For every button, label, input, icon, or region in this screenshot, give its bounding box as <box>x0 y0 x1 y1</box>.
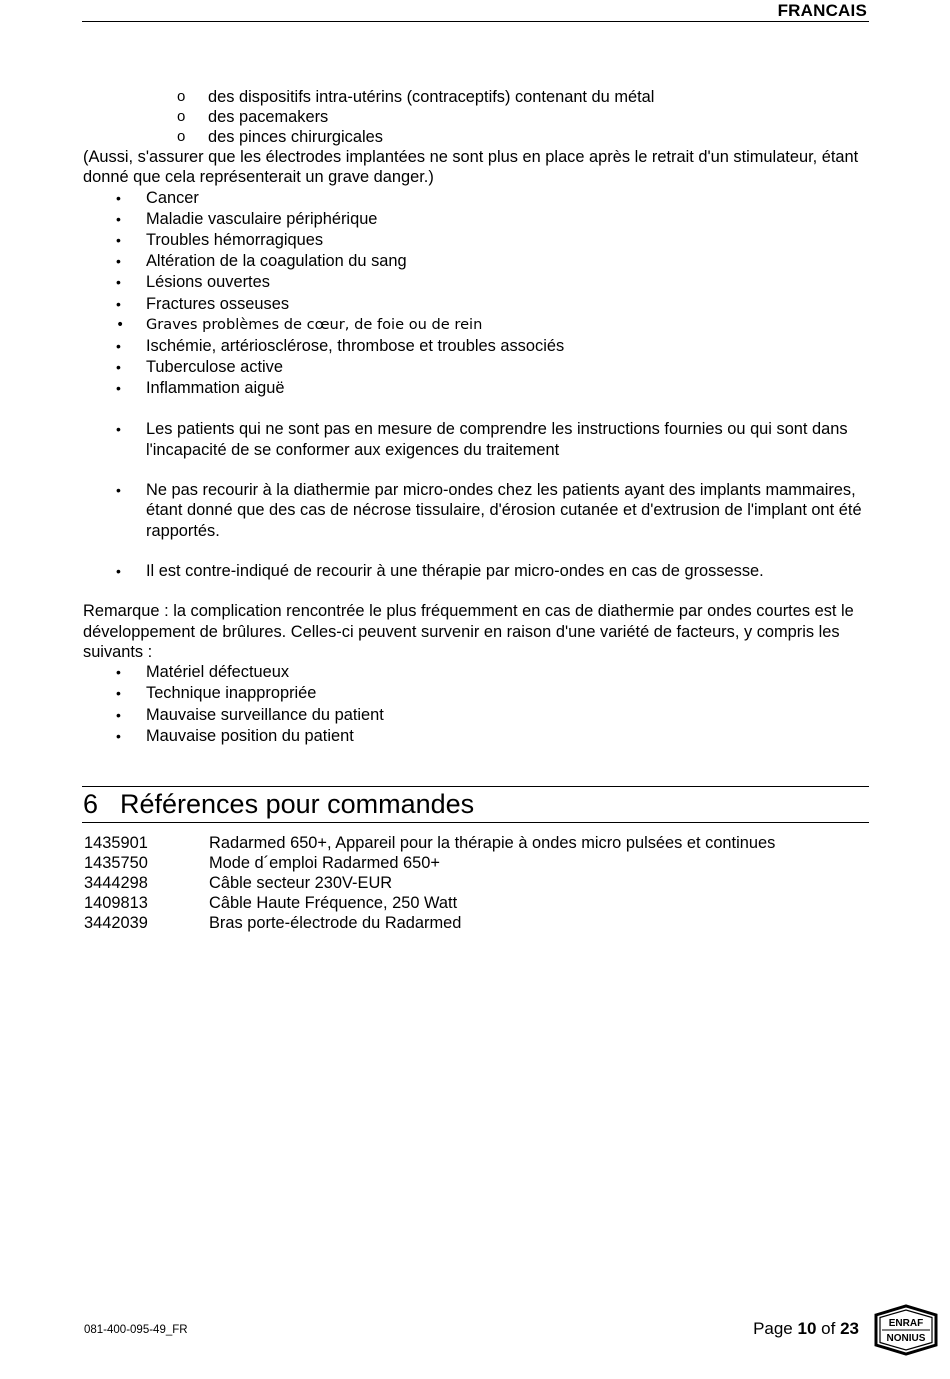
footer-page-number <box>753 1319 859 1339</box>
burn-factor-text: Matériel défectueux <box>146 663 290 682</box>
contraindication-item <box>83 357 868 378</box>
contraindication-text: Altération de la coagulation du sang <box>146 252 407 271</box>
sub-list-item <box>83 127 868 147</box>
implant-item <box>83 480 868 541</box>
page-total: 23 <box>840 1319 859 1338</box>
bullet-dot: • <box>116 295 121 312</box>
bullet-dot: • <box>116 253 121 270</box>
bullet-dot: • <box>116 685 121 702</box>
burn-factor-text: Mauvaise surveillance du patient <box>146 705 384 724</box>
spacer <box>83 399 868 419</box>
sub-list <box>83 87 868 147</box>
stimulator-note: (Aussi, s'assurer que les électrodes implantées ne sont plus en place après le retrait d'un stimulateur, étant donné que cela représenterait un grave danger.) <box>83 148 859 187</box>
bullet-dot: • <box>116 664 121 681</box>
contraindication-item <box>83 272 868 293</box>
contraindication-text: Troubles hémorragiques <box>146 230 324 249</box>
patient-list <box>83 419 868 460</box>
bullet-dot: • <box>116 316 125 333</box>
enraf-nonius-logo <box>872 1303 940 1357</box>
sub-list-item <box>83 87 868 107</box>
section-title: Références pour commandes <box>120 789 475 819</box>
contraindication-item <box>83 336 868 357</box>
burn-factor-text: Technique inappropriée <box>146 684 317 703</box>
burn-factor-item <box>83 683 868 704</box>
reference-code: 3442039 <box>84 914 148 932</box>
burn-factor-text: Mauvaise position du patient <box>146 726 354 745</box>
patient-item <box>83 419 868 460</box>
bullet-dot: • <box>116 337 121 354</box>
footer-doc-number: 081-400-095-49_FR <box>84 1324 188 1336</box>
burn-factor-item <box>83 726 868 747</box>
sub-list-marker: o <box>177 128 186 145</box>
reference-description: Radarmed 650+, Appareil pour la thérapie à ondes micro pulsées et continues <box>209 834 776 852</box>
contraindication-item <box>83 378 868 399</box>
bullet-dot: • <box>116 562 121 579</box>
spacer <box>83 541 868 561</box>
spacer <box>83 581 868 601</box>
reference-code: 1435901 <box>84 834 148 852</box>
contraindication-item <box>83 188 868 209</box>
header-language: FRANCAIS <box>777 1 867 20</box>
pregnancy-item <box>83 561 868 581</box>
page-content <box>83 87 868 747</box>
contraindication-item <box>83 251 868 272</box>
logo-text-bottom: NONIUS <box>886 1333 926 1344</box>
contraindication-text: Inflammation aiguë <box>146 379 285 398</box>
page-of: of <box>821 1319 836 1338</box>
bullet-dot: • <box>116 359 121 376</box>
contraindication-text: Lésions ouvertes <box>146 273 270 292</box>
header-rule <box>82 21 869 22</box>
patient-text: Les patients qui ne sont pas en mesure de comprendre les instructions fournies ou qui sont dans l'incapacité de se conformer aux exigences du traitement <box>146 420 848 459</box>
bullet-dot: • <box>116 727 121 744</box>
reference-description: Câble secteur 230V-EUR <box>209 874 393 892</box>
bullet-dot: • <box>116 210 121 227</box>
reference-description: Bras porte-électrode du Radarmed <box>209 914 462 932</box>
contraindication-item <box>83 294 868 315</box>
implant-list <box>83 480 868 541</box>
burn-factor-item <box>83 662 868 683</box>
sub-list-text: des pacemakers <box>208 108 329 126</box>
reference-code: 1435750 <box>84 854 148 872</box>
contraindication-text: Ischémie, artériosclérose, thrombose et troubles associés <box>146 336 565 355</box>
reference-description: Mode d´emploi Radarmed 650+ <box>209 854 440 872</box>
contraindication-item <box>83 209 868 230</box>
contraindication-text: Graves problèmes de cœur, de foie ou de rein <box>146 315 483 333</box>
bullet-dot: • <box>116 421 121 438</box>
sub-list-item <box>83 107 868 127</box>
page-current: 10 <box>797 1319 817 1338</box>
bullet-dot: • <box>116 189 121 206</box>
spacer <box>83 460 868 480</box>
logo-text-top: ENRAF <box>888 1318 924 1329</box>
bullet-dot: • <box>116 231 121 248</box>
sub-list-text: des pinces chirurgicales <box>208 128 383 146</box>
bullet-dot: • <box>116 706 121 723</box>
contraindication-item <box>83 315 868 336</box>
section-number: 6 <box>83 789 99 819</box>
contraindication-text: Tuberculose active <box>146 358 283 377</box>
bullet-dot: • <box>116 380 121 397</box>
sub-list-text: des dispositifs intra-utérins (contraceptifs) contenant du métal <box>208 88 655 106</box>
contraindication-item <box>83 230 868 251</box>
page-label: Page <box>753 1319 793 1338</box>
sub-list-marker: o <box>177 108 186 125</box>
reference-code: 3444298 <box>84 874 148 892</box>
pregnancy-text: Il est contre-indiqué de recourir à une thérapie par micro-ondes en cas de grossesse. <box>146 561 764 580</box>
bullet-dot: • <box>116 274 121 291</box>
contraindication-list <box>83 188 868 400</box>
implant-text: Ne pas recourir à la diathermie par micro-ondes chez les patients ayant des implants mammaires, étant donné que des cas de nécrose tissulaire, d'érosion cutanée et d'extrusion de l'implant ont été rapportés. <box>146 481 862 540</box>
contraindication-text: Maladie vasculaire périphérique <box>146 209 378 228</box>
reference-description: Câble Haute Fréquence, 250 Watt <box>209 894 458 912</box>
burn-factors-list <box>83 662 868 747</box>
contraindication-text: Fractures osseuses <box>146 294 290 313</box>
sub-list-marker: o <box>177 88 186 105</box>
pregnancy-list <box>83 561 868 581</box>
burn-factor-item <box>83 705 868 726</box>
contraindication-text: Cancer <box>146 188 199 207</box>
reference-code: 1409813 <box>84 894 148 912</box>
remark-text: Remarque : la complication rencontrée le plus fréquemment en cas de diathermie par ondes courtes est le développement de brûlures. Celles-ci peuvent survenir en raison d'une variété de facteurs, y compris les suivants : <box>83 602 854 661</box>
bullet-dot: • <box>116 482 121 499</box>
section-heading <box>82 786 869 823</box>
